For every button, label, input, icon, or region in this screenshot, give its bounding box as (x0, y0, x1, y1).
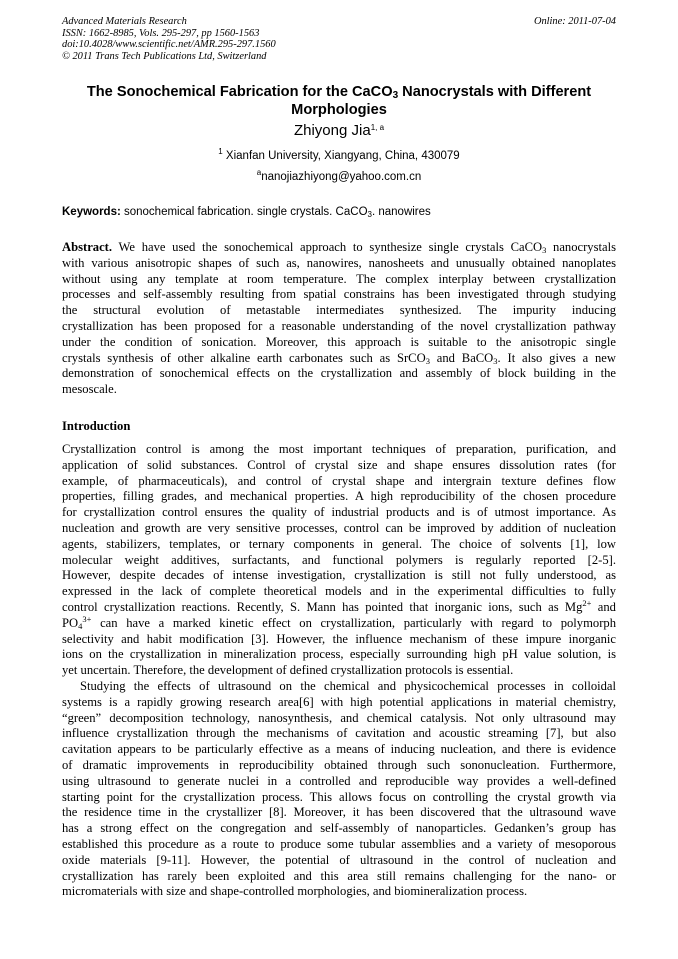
superscript: 3+ (82, 613, 92, 624)
body-line: Studying the effects of ultrasound on the chemical and physicochemical processes in colloidal (80, 678, 616, 693)
body-line: selectivity and habit modification [3]. However, the influence mechanism of these impure inorganic (62, 631, 616, 646)
subscript: 3 (493, 355, 498, 366)
section-heading-introduction: Introduction (62, 419, 131, 433)
body-line: micromaterials with size and shape-controlled morphologies, and biomineralization process. (62, 884, 528, 899)
abstract-label: Abstract. (62, 240, 113, 254)
affiliation (62, 149, 616, 163)
journal-header (62, 16, 616, 62)
abstract-line: without using any template at room temperature. The complex interplay between crystallization (62, 271, 616, 286)
keywords-label: Keywords: (62, 206, 121, 218)
body-line: for crystallization control ensures the quality of industrial products and is of utmost importance. As (62, 505, 616, 520)
introduction-body (62, 442, 616, 900)
body-line: oxide materials [9-11]. However, the potential of ultrasound in the control of nucleation and (62, 852, 616, 867)
abstract-line: under the condition of sonication. Moreover, this approach is suitable to the anisotropic single (62, 334, 616, 349)
body-line: yet uncertain. Therefore, the development of defined crystallization protocols is essential. (62, 663, 514, 678)
subscript: 3 (425, 355, 430, 366)
author (62, 122, 616, 140)
body-line: ions on the crystallization in mineralization process, especially surrounding high pH value solution, is (62, 647, 616, 662)
body-line (62, 597, 616, 616)
abstract (62, 240, 616, 398)
abstract-line: crystallization has been proposed for a reasonable understanding of the novel crystallization pathway (62, 318, 616, 333)
body-line: crystallization has rarely been exploited and this area still remains challenging for the nano- or (62, 868, 616, 883)
abstract-line: mesoscale. (62, 382, 117, 397)
affiliation-text: Xianfan University, Xiangyang, China, 430079 (222, 150, 460, 162)
abstract-text: nanocrystals (546, 240, 616, 254)
keywords (62, 205, 616, 219)
paper-title (62, 83, 616, 119)
body-line: has a strong effect on the congregation and self-assembly of nanoparticles. Gedanken’s group has (62, 821, 616, 836)
body-line: “green” decomposition technology, nanosynthesis, and chemical catalysis. Not only ultrasound may (62, 710, 616, 725)
body-line: of dramatic improvements in reproducibility obtained through such sononucleation. Furthermore, (62, 757, 616, 772)
online-date: Online: 2011-07-04 (533, 16, 616, 27)
abstract-text: We have used the sonochemical approach to synthesize single crystals CaCO (112, 240, 543, 254)
abstract-text: crystals synthesis of other alkaline earth carbonates such as SrCO (62, 350, 426, 365)
body-line: Crystallization control is among the most important techniques of preparation, purification, and (62, 442, 616, 456)
abstract-line (62, 240, 616, 256)
doi-line: doi:10.4028/www.scientific.net/AMR.295-297.1560 (62, 39, 276, 51)
body-line: influence crystallization through the mechanisms of cavitation and acoustic streaming [7], but also (62, 726, 616, 741)
body-line: agents, stabilizers, templates, or ternary components in general. The choice of solvents [1], low (62, 536, 616, 551)
keywords-subscript: 3 (367, 210, 372, 219)
body-line: application of solid substances. Control of crystal size and shape ensures dissolution rates (for (62, 457, 616, 472)
title-subscript: 3 (392, 90, 399, 101)
body-line: systems is a rapidly growing research area[6] with high potential applications in material chemistry, (62, 694, 616, 709)
body-line: cavitation appears to be particularly effective as a means of inducing nucleation, and there is evidence (62, 742, 616, 757)
author-mark: 1, a (370, 123, 385, 132)
affiliation-mark: 1 (218, 147, 223, 156)
title-part1: The Sonochemical Fabrication for the CaCO (86, 84, 393, 100)
body-line: example, of pharmaceuticals), and control of crystal shape and intergrain texture defines flow (62, 473, 616, 488)
author-email (62, 170, 616, 184)
subscript: 4 (78, 620, 83, 631)
body-line: properties, filling grades, and mechanical properties. A high reproducibility of the chosen procedure (62, 489, 616, 504)
title-line2: Morphologies (291, 102, 387, 118)
body-text: PO (62, 615, 79, 630)
author-name: Zhiyong Jia (293, 122, 371, 139)
keywords-text1: sonochemical fabrication. single crystals. CaCO (120, 206, 368, 218)
email-mark: a (256, 168, 262, 177)
abstract-line: processes and self-assembly resulting from spatial constrains has been investigated through studying (62, 287, 616, 302)
body-text: and (591, 599, 616, 614)
body-text: control crystallization reactions. Recently, S. Mann has pointed that inorganic ions, such as Mg (62, 599, 583, 614)
abstract-line: the structural evolution of metastable intermediates synthesized. The impurity inducing (62, 303, 616, 318)
body-line: the residence time in the crystallizer [8]. Moreover, it has been discovered that the ultrasound wave (62, 805, 616, 820)
body-line: expressed in the lack of complete theoretical models and in the experimental difficulties to fully (62, 584, 616, 599)
subscript: 3 (542, 245, 547, 255)
body-line: However, despite decades of intense investigation, crystallization is still not fully understood, as (62, 568, 616, 583)
body-line: molecular weight additives, surfactants, and functional polymers is regularly reported [2-5]. (62, 552, 616, 567)
body-line: nucleation and growth are very sensitive processes, control can be improved by addition of nucleation (62, 520, 616, 535)
body-line (62, 613, 616, 632)
keywords-text2: . nanowires (371, 206, 431, 218)
abstract-text: and BaCO (429, 350, 494, 365)
body-line: using ultrasound to generate nuclei in a controlled and reproducible way provides a well-defined (62, 773, 616, 788)
copyright-line: © 2011 Trans Tech Publications Ltd, Switzerland (62, 50, 267, 62)
issn-line: ISSN: 1662-8985, Vols. 295-297, pp 1560-1563 (62, 27, 260, 39)
superscript: 2+ (582, 597, 592, 608)
body-line: starting point for the crystallization process. This allows focus on controlling the crystal growth via (62, 789, 616, 804)
abstract-text: . It also gives a new (497, 350, 616, 365)
body-text: can have a marked kinetic effect on crystallization, particularly with regard to polymorph (91, 615, 616, 630)
abstract-line (62, 351, 616, 367)
email-text: nanojiazhiyong@yahoo.com.cn (261, 171, 422, 183)
abstract-line: demonstration of sonochemical effects on the crystallization and assembly of block building in the (62, 366, 616, 381)
title-part2: Nanocrystals with Different (398, 84, 592, 100)
body-line: established this procedure as a route to produce some tubular assemblies and a variety of mesoporous (62, 836, 616, 851)
journal-name: Advanced Materials Research (62, 16, 187, 27)
abstract-line: with various anisotropic shapes of such as, nanowires, nanosheets and unusually obtained nanoplates (62, 255, 616, 270)
